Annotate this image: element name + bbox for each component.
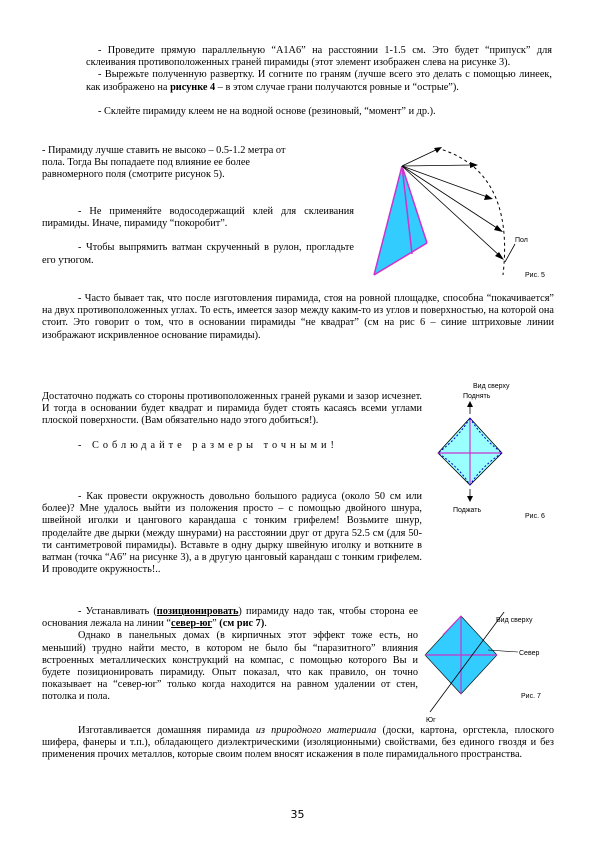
- top-view-label: Вид сверху: [496, 617, 533, 624]
- material-paragraph: [42, 725, 554, 762]
- glue-paragraph: [42, 206, 354, 267]
- positioning-text: [42, 606, 418, 704]
- paragraph: [42, 725, 554, 762]
- figure-caption: Рис. 5: [525, 272, 545, 279]
- fig6-text: [42, 391, 422, 452]
- intro-block: [86, 45, 552, 118]
- paragraph: - Соблюдайте размеры точными!: [78, 439, 338, 451]
- placement-paragraph: [42, 145, 360, 182]
- text: (доски, картона, оргстекла, плоского шифера, фанеры и т.п.), обладающего диэлектрическими (изоляционными) свойствами, без единого гвоздя и без применения прочих металлов, которые своим полем вносят искажения в поле пирамидального пространства.: [42, 725, 554, 761]
- figure-caption: Рис. 7: [521, 693, 541, 700]
- south-label: Юг: [426, 717, 436, 724]
- figure-5: [365, 140, 575, 290]
- floor-label: Пол: [515, 237, 528, 244]
- paragraph: - Чтобы выпрямить ватман скрученный в рулон, прогладьте его утюгом.: [42, 242, 354, 266]
- north-label: Север: [519, 650, 540, 657]
- text: – в этом случае грани получаются ровные и “острые”).: [215, 81, 459, 93]
- paragraph: - Проведите прямую параллельную “А1А6” на расстоянии 1-1.5 см. Это будет “припуск” для склеивания противоположенных граней пирамиды (этот элемент изображен слева на рисунке 3).: [86, 45, 552, 69]
- figure-7: [418, 612, 568, 742]
- paragraph: [42, 606, 418, 630]
- bold-text: рисунке 4: [170, 81, 216, 93]
- underlined-term: север-юг: [171, 618, 213, 630]
- paragraph: - Часто бывает так, что после изготовления пирамида, стоя на ровной площадке, способна “покачивается” на двух противоположенных углах. То есть, имеется зазор между каким-то из углов и поверхностью, на которой она стоит. Это говорит о том, что в основании пирамиды “не квадрат” (см на рис 6 – синие штриховые линии изображают искривленное основание пирамиды).: [42, 293, 554, 341]
- paragraph: - Склейте пирамиду клеем не на водной основе (резиновый, “момент” и др.).: [98, 105, 436, 117]
- bold-text: (см рис 7): [219, 618, 265, 630]
- text: - Вырежьте полученную развертку. И согните по граням (лучше всего это делать с помощью линеек, как изображено на: [86, 69, 552, 93]
- page-number: 35: [290, 808, 305, 821]
- figure-6: [428, 378, 558, 528]
- paragraph: [86, 69, 552, 93]
- lift-label: Поднять: [463, 393, 491, 400]
- text: Изготавливается домашняя пирамида: [78, 725, 256, 736]
- italic-text: из природного материала: [255, 725, 377, 736]
- paragraph: - Как провести окружность довольно большого радиуса (около 50 см или более)? Мне удалось выйти из положения просто – с помощью двойного шнура, швейной иголки и цангового карандаша с тонким грифелем! Возьмите шнур, проделайте две дырки (между шнурами) на расстоянии друг от друга 52.5 см (для 50-ти сантиметровой пирамиды). Вставьте в одну дырку швейную иголку и воткните в ватман (точка “А6” на рисунке 3), а в другую цанговый карандаш с тонким грифелем. И проводите окружность!..: [42, 491, 422, 576]
- top-view-label: Вид сверху: [473, 383, 510, 390]
- text: .: [264, 618, 267, 630]
- text: ”: [212, 618, 220, 630]
- text: ) пирамиду надо так, чтобы сторона ее основания лежала на линии “: [42, 606, 418, 630]
- paragraph: Однако в панельных домах (в кирпичных этот эффект тоже есть, но меньший) трудно найти место, в котором не было бы “паразитного” влияния встроенных металлических конструкций на компас, с помощью которого Вы и будете позиционировать пирамиду. Опыт показал, что как правило, он точно показывает на “север-юг” только когда находится на равном удалении от стен, потолка и пола.: [42, 630, 418, 703]
- underlined-term: позиционировать: [156, 606, 239, 617]
- rocking-paragraph: [42, 293, 554, 342]
- paragraph: Достаточно поджать со стороны противоположенных граней руками и зазор исчезнет. И тогда в основании будет квадрат и пирамида будет стоять касаясь всеми углами плоской поверхности. (Вам обязательно надо этого добиться!).: [42, 391, 422, 427]
- text: - Устанавливать (: [78, 606, 157, 617]
- press-label: Поджать: [453, 507, 482, 514]
- figure-caption: Рис. 6: [525, 513, 545, 520]
- paragraph: - Не применяйте водосодержащий клей для склеивания пирамиды. Иначе, пирамиду “покоробит”.: [42, 206, 354, 230]
- paragraph: - Пирамиду лучше ставить не высоко – 0.5-1.2 метра от пола. Тогда Вы попадаете под влияние ее более равномерного поля (смотрите рисунок 5).: [42, 145, 286, 181]
